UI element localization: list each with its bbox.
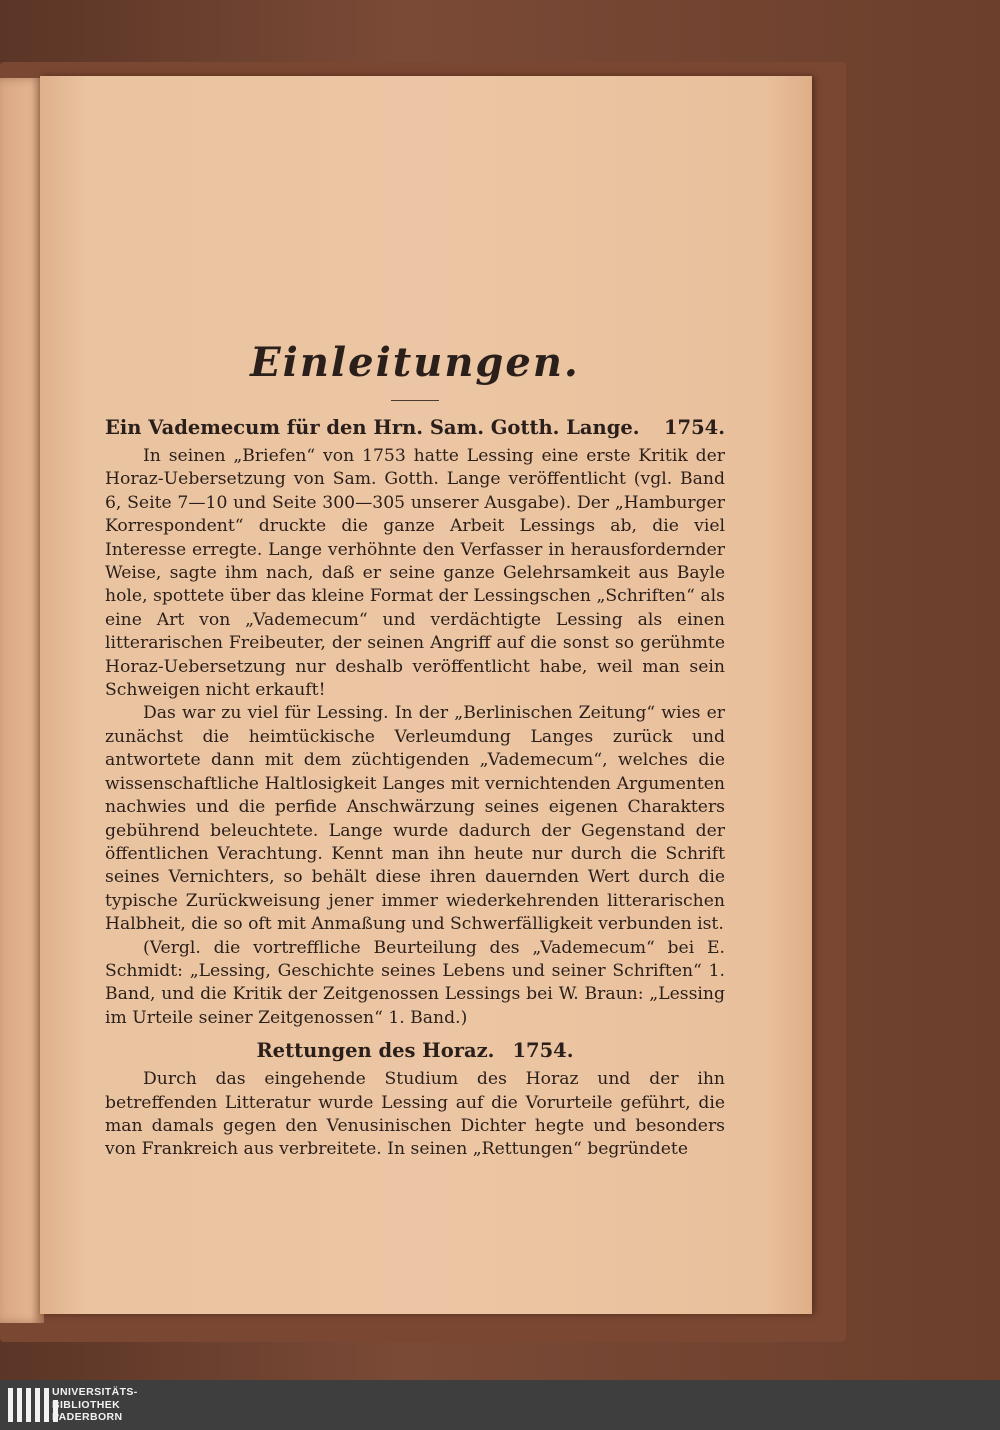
- section-heading-text: Ein Vademecum für den Hrn. Sam. Gotth. Lange.: [105, 416, 640, 439]
- book-page: [40, 76, 812, 1314]
- section-heading-text: Rettungen des Horaz.: [256, 1039, 495, 1063]
- section-heading-year: 1754.: [663, 416, 725, 439]
- paragraph: (Vergl. die vortreffliche Beurteilung des „Vademecum“ bei E. Schmidt: „Lessing, Geschichte seines Lebens und seiner Schriften“ 1. Band, und die Kritik der Zeitgenossen Lessings bei W. Braun: „Lessing im Urteile seiner Zeitgenossen“ 1. Band.): [105, 937, 725, 1028]
- library-logo-text: [52, 1386, 138, 1424]
- section-heading-vademecum: [105, 411, 725, 445]
- library-logo-icon: [8, 1388, 58, 1422]
- page-title: Einleitungen.: [250, 339, 580, 386]
- library-footer: [0, 1380, 1000, 1430]
- paragraph: Das war zu viel für Lessing. In der „Berlinischen Zeitung“ wies er zunächst die heimtückische Verleumdung Langes zurück und antwortete dann mit dem züchtigenden „Vademecum“, welches die wissenschaftliche Haltlosigkeit Langes mit vernichtenden Argumenten nachwies und die perfide Anschwärzung seines eigenen Charakters gebührend beleuchtete. Lange wurde dadurch der Gegenstand der öffentlichen Verachtung. Kennt man ihn heute nur durch die Schrift seines Vernichters, so behält diese ihren dauernden Wert durch die typische Zurückweisung jener immer wiederkehrenden litterarischen Halbheit, die so oft mit Anmaßung und Schwerfälligkeit verbunden ist.: [105, 703, 725, 935]
- logo-line: BIBLIOTHEK: [52, 1398, 121, 1411]
- logo-line: PADERBORN: [52, 1411, 123, 1423]
- paragraph: Durch das eingehende Studium des Horaz und der ihn betreffenden Litteratur wurde Lessing auf die Vorurteile geführt, die man damals gegen den Venusinischen Dichter hegte und besonders von Frankreich aus verbreitete. In seinen „Rettungen“ begründete: [105, 1069, 725, 1160]
- left-page-edge: [0, 78, 44, 1323]
- paragraph: In seinen „Briefen“ von 1753 hatte Lessing eine erste Kritik der Horaz-Uebersetzung von Sam. Gotth. Lange veröffentlicht (vgl. Band 6, Seite 7—10 und Seite 300—305 unserer Ausgabe). Der „Hamburger Korrespondent“ druckte die ganze Arbeit Lessings ab, die viel Interesse erregte. Lange verhöhnte den Verfasser in herausfordernder Weise, sagte ihm nach, daß er seine ganze Gelehrsamkeit aus Bayle hole, spottete über das kleine Format der Lessingschen „Schriften“ als eine Art von „Vademecum“ und verdächtigte Lessing als einen litterarischen Freibeuter, der seinen Angriff auf die sonst so gerühmte Horaz-Uebersetzung nur deshalb veröffentlicht habe, weil man sein Schweigen nicht erkauft!: [105, 446, 725, 701]
- section-heading-year: 1754.: [512, 1039, 574, 1063]
- logo-line: UNIVERSITÄTS-: [52, 1386, 138, 1398]
- page-content: [105, 338, 725, 1162]
- title-divider: [391, 400, 439, 401]
- section-heading-rettungen: [105, 1034, 725, 1068]
